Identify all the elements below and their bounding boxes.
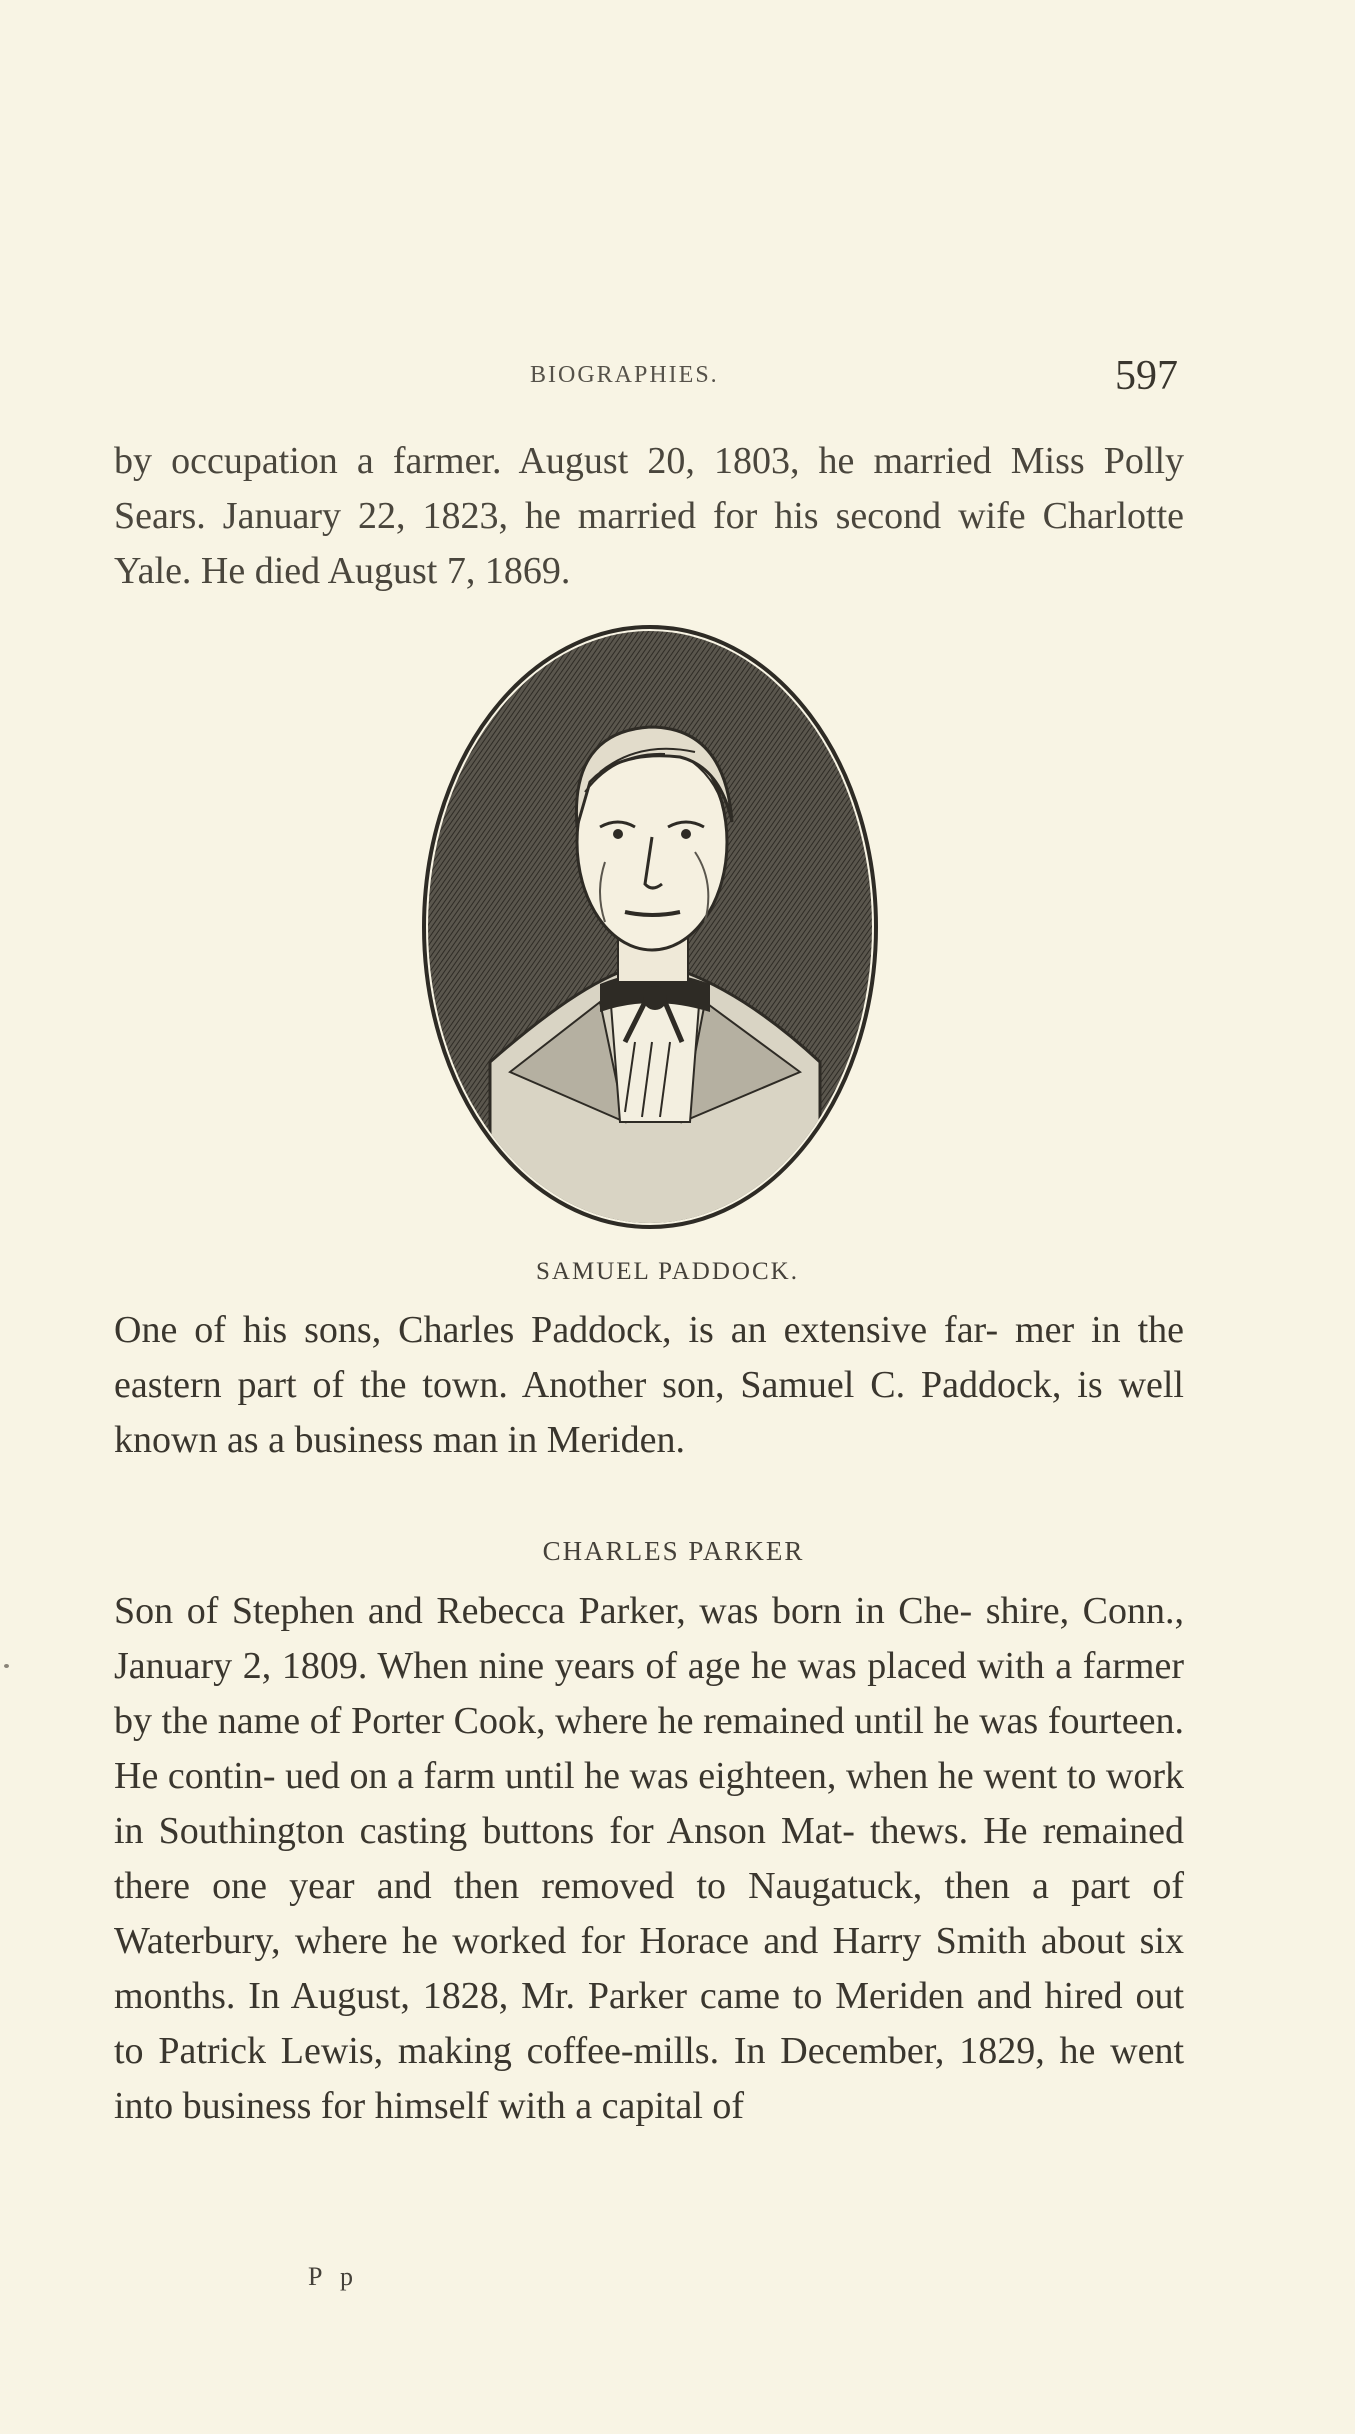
paragraph: One of his sons, Charles Paddock, is an extensive far- mer in the eastern part of the town. Another son, Samuel C. Paddock, is well known as a business man in Meriden. [114, 1309, 1184, 1461]
figure-caption: SAMUEL PADDOCK. [536, 1258, 799, 1285]
section-heading: CHARLES PARKER [542, 1536, 805, 1566]
signature-mark: P p [308, 2262, 359, 2291]
page-number: 597 [1115, 353, 1178, 399]
margin-speck [4, 1664, 9, 1668]
running-head: BIOGRAPHIES. [530, 362, 719, 388]
portrait-engraving [420, 622, 880, 1232]
paragraph: by occupation a farmer. August 20, 1803, he married Miss Polly Sears. January 22, 1823, he married for his second wife Charlotte Yale. He died August 7, 1869. [114, 440, 1184, 592]
paragraph: Son of Stephen and Rebecca Parker, was born in Che- shire, Conn., January 2, 1809. When nine years of age he was placed with a farmer by the name of Porter Cook, where he remained until he was fourteen. He contin- ued on a farm until he was eighteen, when he went to work in Southington casting buttons for Anson Mat- thews. He remained there one year and then removed to Naugatuck, then a part of Waterbury, where he worked for Horace and Harry Smith about six months. In August, 1828, Mr. Parker came to Meriden and hired out to Patrick Lewis, making coffee-mills. In December, 1829, he went into business for himself with a capital of [114, 1590, 1184, 2127]
